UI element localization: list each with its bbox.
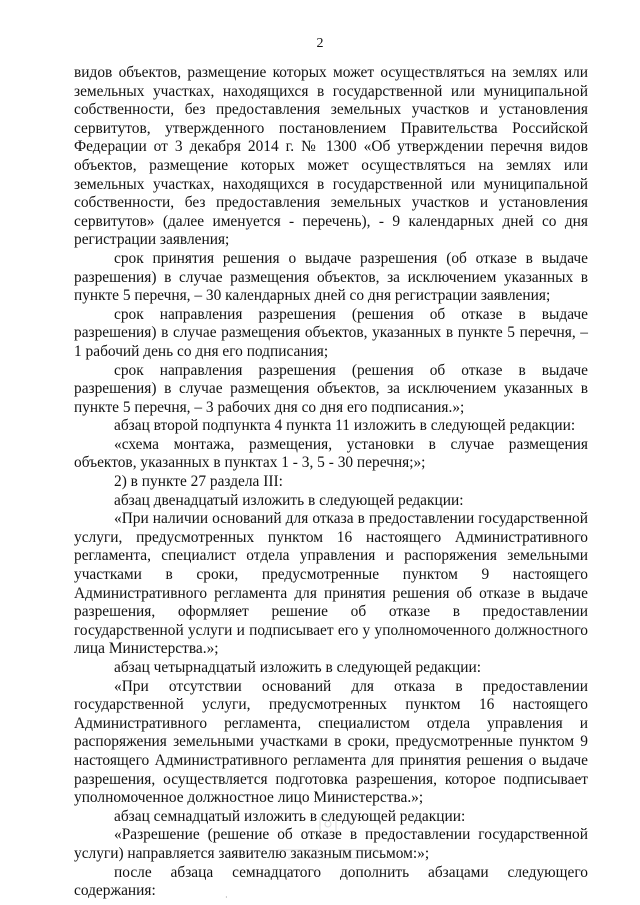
paragraph-13: «Разрешение (решение об отказе в предоставлении государственной услуги) направляется заявителю заказным письмом:»; <box>74 826 588 862</box>
paragraph-8: абзац двенадцатый изложить в следующей редакции: <box>114 491 464 509</box>
page-number: 2 <box>316 36 324 51</box>
paragraph-10: абзац четырнадцатый изложить в следующей редакции: <box>114 659 481 676</box>
faded-emblem-watermark <box>258 810 398 870</box>
paragraph-5: абзац второй подпункта 4 пункта 11 изложить в следующей редакции: <box>114 417 576 435</box>
paragraph-1: видов объектов, размещение которых может осуществляться на землях или земельных участках, находящихся в государственной или муниципальной собственности, без предоставления земельных участков и установления сервитутов, утвержденного постановлением Правительства Российской Федерации от 3 декабря 2014 г. № 1300 «Об утверждении перечня видов объектов, размещение которых может осуществляться на землях или земельных участках, находящихся в государственной или муниципальной собственности, без предоставления земельных участков и установления сервитутов» (далее именуется - перечень), - 9 календарных дней со дня регистрации заявления; <box>74 64 588 249</box>
document-body <box>74 64 588 901</box>
paragraph-9: «При наличии оснований для отказа в предоставлении государственной услуги, предусмотренных пунктом 16 настоящего Административного регламента, специалист отдела управления и распоряжения земельными участками в сроки, предусмотренные пунктом 9 настоящего Административного регламента для принятия решения об отказе в выдаче разрешения, оформляет решение об отказе в предоставлении государственной услуги и подписывает его у уполномоченного должностного лица Министерства.»; <box>74 510 588 658</box>
paragraph-4: срок направления разрешения (решения об отказе в выдаче разрешения) в случае размещения объектов, за исключением указанных в пункте 5 перечня, – 3 рабочих дня со дня его подписания.»; <box>74 361 588 416</box>
paragraph-3: срок направления разрешения (решения об отказе в выдаче разрешения) в случае размещения объектов, указанных в пункте 5 перечня, – 1 рабочий день со дня его подписания; <box>74 305 588 360</box>
paragraph-6: «схема монтажа, размещения, установки в случае размещения объектов, указанных в пунктах 1 - 3, 5 - 30 перечня;»; <box>74 435 588 472</box>
paragraph-7: 2) в пункте 27 раздела III: <box>114 473 283 491</box>
paragraph-11: «При отсутствии оснований для отказа в предоставлении государственной услуги, предусмотренных пунктом 16 настоящего Административного регламента, специалистом отдела управления и распоряжения земельными участками в сроки, предусмотренные пунктом 9 настоящего Административного регламента для принятия решения о выдаче разрешения, осуществляется подготовка разрешения, которое подписывает уполномоченное должностное лицо Министерства.»; <box>74 677 588 807</box>
paragraph-12: абзац семнадцатый изложить в следующей редакции: <box>114 807 466 825</box>
paragraph-14: после абзаца семнадцатого дополнить абзацами следующего содержания: <box>74 863 588 900</box>
paragraph-2: срок принятия решения о выдаче разрешения (об отказе в выдаче разрешения) в случае размещения объектов, за исключением указанных в пункте 5 перечня, – 30 календарных дней со дня регистрации заявления; <box>74 249 588 305</box>
scan-artifact: · <box>225 893 228 902</box>
